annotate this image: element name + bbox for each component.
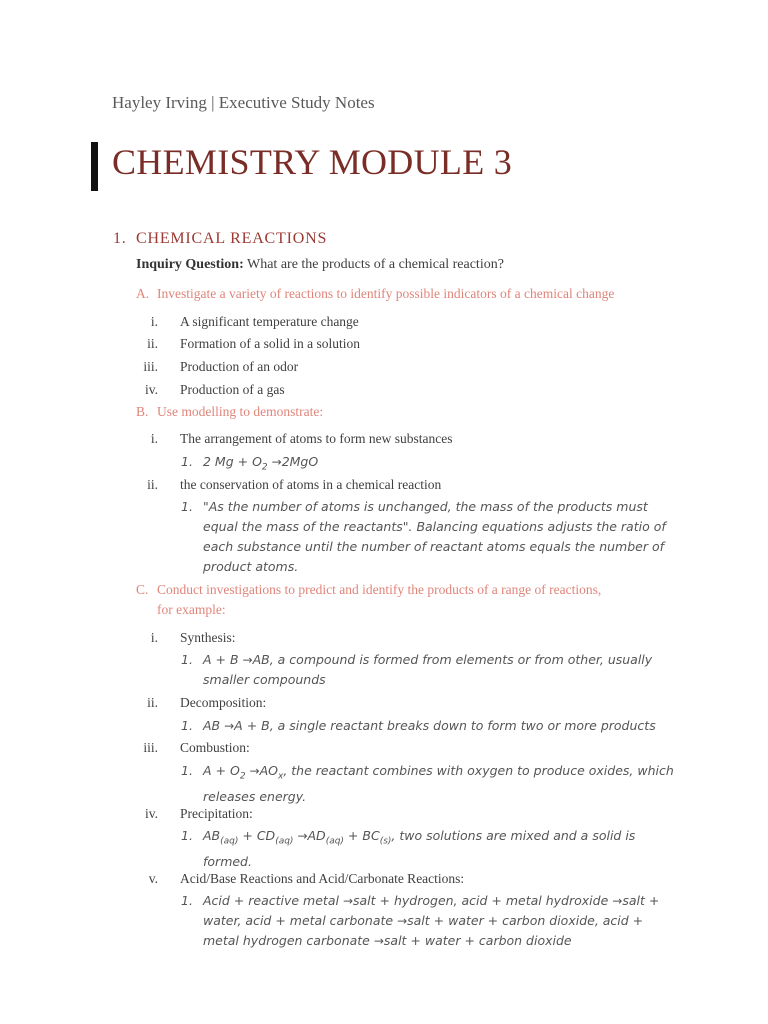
- arrow-icon: →: [297, 829, 308, 843]
- eq-part: salt +: [622, 893, 660, 908]
- document-header: Hayley Irving | Executive Study Notes: [112, 93, 375, 112]
- list-num: ii.: [147, 695, 158, 710]
- eq-part: AB: [203, 828, 221, 843]
- sub-num: 1.: [181, 828, 193, 843]
- eq-part: Acid + reactive metal: [203, 893, 343, 908]
- inquiry-text: What are the products of a chemical reaction?: [243, 257, 504, 272]
- section-heading: [113, 230, 327, 248]
- eq-part: + CD: [238, 828, 276, 843]
- arrow-icon: →: [271, 455, 282, 469]
- list-text: Precipitation:: [180, 806, 253, 821]
- arrow-icon: →: [224, 719, 235, 733]
- quote-line: each substance until the number of reactant atoms equals the number of: [203, 539, 665, 554]
- section-title: CHEMICAL REACTIONS: [136, 230, 328, 247]
- sub-num: 1.: [181, 718, 193, 733]
- eq-part: , two solutions are mixed and a solid is: [391, 828, 636, 843]
- list-num: ii.: [147, 477, 158, 492]
- arrow-icon: →: [612, 894, 623, 908]
- eq-part: AB: [203, 718, 225, 733]
- eq-part: A + B, a single reactant breaks down to form two or more products: [234, 718, 656, 733]
- inquiry-question: [136, 257, 504, 273]
- arrow-icon: →: [242, 653, 253, 667]
- eq-subscript: (aq): [220, 836, 239, 847]
- quote-line: product atoms.: [203, 559, 299, 574]
- list-text: Decomposition:: [180, 695, 267, 710]
- arrow-icon: →: [249, 764, 260, 778]
- item-b-text: Use modelling to demonstrate:: [157, 404, 324, 419]
- eq-part: releases energy.: [203, 788, 307, 804]
- list-num: iii.: [143, 740, 158, 755]
- list-num: i.: [150, 314, 158, 329]
- list-text: Combustion:: [180, 740, 250, 755]
- list-text: A significant temperature change: [180, 314, 359, 329]
- page-title: CHEMISTRY MODULE 3: [112, 142, 513, 182]
- eq-part: A + B: [203, 652, 243, 667]
- list-text: Formation of a solid in a solution: [180, 336, 360, 351]
- item-c-line: Conduct investigations to predict and identify the products of a range of reactions,: [157, 582, 602, 597]
- list-text: Synthesis:: [180, 630, 236, 645]
- list-num: iv.: [145, 806, 158, 821]
- item-b-label: B.: [136, 404, 149, 419]
- eq-part: A + O: [203, 763, 240, 778]
- eq-subscript: (aq): [325, 836, 344, 847]
- eq-part: + BC: [343, 828, 380, 843]
- arrow-icon: →: [397, 914, 408, 928]
- eq-subscript: (aq): [275, 836, 294, 847]
- eq-part: AB, a compound is formed from elements or from other, usually: [252, 652, 653, 667]
- eq-part: AD: [307, 828, 326, 843]
- quote-line: "As the number of atoms is unchanged, the mass of the products must: [203, 499, 648, 514]
- arrow-icon: →: [342, 894, 353, 908]
- sub-num: 1.: [181, 652, 193, 667]
- eq-part: salt + water + carbon dioxide, acid +: [407, 913, 644, 928]
- list-num: v.: [148, 871, 158, 886]
- arrow-icon: →: [373, 934, 384, 948]
- list-text: Acid/Base Reactions and Acid/Carbonate Reactions:: [180, 871, 465, 886]
- list-num: i.: [150, 630, 158, 645]
- list-text: The arrangement of atoms to form new substances: [180, 431, 453, 446]
- eq-part: , the reactant combines with oxygen to produce oxides, which: [283, 763, 674, 778]
- inquiry-label: Inquiry Question:: [136, 257, 244, 272]
- list-text: Production of a gas: [180, 382, 285, 397]
- eq-part: salt + hydrogen, acid + metal hydroxide: [353, 893, 613, 908]
- list-num: iii.: [143, 359, 158, 374]
- sub-num: 1.: [181, 454, 193, 469]
- title-bar-accent: [91, 142, 98, 191]
- list-text: Production of an odor: [180, 359, 299, 374]
- eq-part: 2MgO: [281, 454, 319, 469]
- eq-subscript: x: [277, 771, 284, 782]
- eq-subscript: 2: [261, 462, 268, 473]
- item-a-label: A.: [136, 286, 150, 301]
- eq-part: smaller compounds: [203, 672, 326, 687]
- eq-subscript: (s): [379, 836, 392, 847]
- list-text: the conservation of atoms in a chemical reaction: [180, 477, 442, 492]
- eq-part: 2 Mg + O: [203, 454, 262, 469]
- eq-part: AO: [259, 763, 278, 778]
- list-num: ii.: [147, 336, 158, 351]
- eq-part: formed.: [203, 853, 252, 869]
- item-a-text: Investigate a variety of reactions to identify possible indicators of a chemical change: [157, 286, 615, 301]
- list-num: iv.: [145, 382, 158, 397]
- sub-num: 1.: [181, 499, 193, 514]
- sub-num: 1.: [181, 893, 193, 908]
- eq-part: metal hydrogen carbonate: [203, 933, 374, 948]
- quote-line: equal the mass of the reactants". Balancing equations adjusts the ratio of: [203, 519, 666, 534]
- section-number: 1.: [113, 230, 127, 247]
- list-num: i.: [150, 431, 158, 446]
- item-c-label: C.: [136, 582, 149, 597]
- eq-subscript: 2: [239, 771, 246, 782]
- eq-part: water, acid + metal carbonate: [203, 913, 398, 928]
- eq-part: salt + water + carbon dioxide: [383, 933, 572, 948]
- item-c-line: for example:: [157, 602, 226, 617]
- sub-num: 1.: [181, 763, 193, 778]
